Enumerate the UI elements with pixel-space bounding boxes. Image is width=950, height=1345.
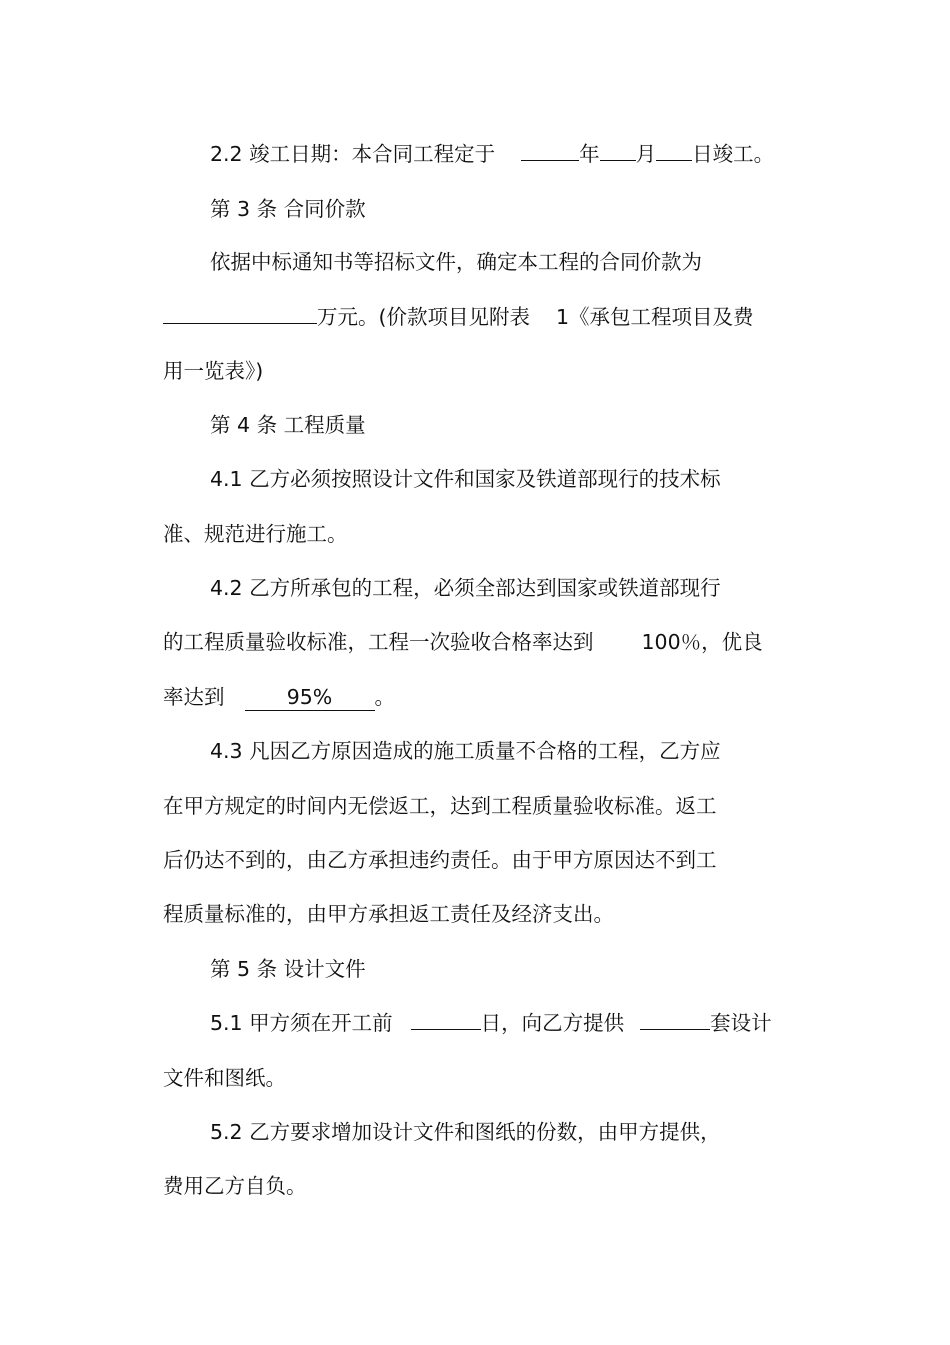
clause-4-1: 4.1 乙方必须按照设计文件和国家及铁道部现行的技术标 (210, 467, 721, 491)
sets-blank (640, 1004, 710, 1030)
excellent-rate-period: 。 (374, 685, 395, 709)
clause-5-1 (210, 1003, 772, 1043)
days-label: 日，向乙方提供 (480, 1011, 625, 1035)
days-blank (411, 1004, 481, 1030)
excellent-rate-line (163, 677, 395, 717)
clause-5-2: 5.2 乙方要求增加设计文件和图纸的份数，由甲方提供， (210, 1120, 721, 1144)
clause-4-3-line-2: 在甲方规定的时间内无偿返工，达到工程质量验收标准。返工 (163, 794, 717, 818)
year-label: 年 (579, 142, 600, 166)
clause-4-3-line-4: 程质量标准的，由甲方承担返工责任及经济支出。 (163, 902, 614, 926)
month-blank (600, 135, 636, 161)
year-blank (521, 135, 579, 161)
clause-4-2-continuation (163, 622, 763, 662)
sets-label: 套设计 (710, 1011, 772, 1035)
pass-rate-text: 的工程质量验收标准，工程一次验收合格率达到 (163, 630, 594, 654)
clause-4-1-continuation: 准、规范进行施工。 (163, 522, 348, 546)
contract-price-line (163, 297, 754, 337)
completion-label: 日竣工。 (692, 142, 775, 166)
article-3-heading: 第 3 条 合同价款 (210, 197, 366, 221)
clause-5-1-continuation: 文件和图纸。 (163, 1066, 286, 1090)
article-3-text: 依据中标通知书等招标文件，确定本工程的合同价款为 (210, 250, 702, 274)
clause-4-3: 4.3 凡因乙方原因造成的施工质量不合格的工程，乙方应 (210, 739, 721, 763)
day-blank (656, 135, 692, 161)
article-5-heading: 第 5 条 设计文件 (210, 957, 366, 981)
article-4-heading: 第 4 条 工程质量 (210, 413, 366, 437)
price-unit-text: 万元。(价款项目见附表 (317, 305, 530, 329)
contract-price-blank (163, 298, 317, 324)
pass-rate-value: 100％，优良 (641, 630, 763, 654)
clause-5-1-text: 5.1 甲方须在开工前 (210, 1011, 393, 1035)
excellent-rate-label: 率达到 (163, 685, 225, 709)
appendix-ref-text: 1《承包工程项目及费 (556, 305, 754, 329)
month-label: 月 (635, 142, 657, 166)
clause-2-2-text: 2.2 竣工日期：本合同工程定于 (210, 142, 496, 166)
clause-2-2 (210, 134, 774, 174)
clause-5-2-continuation: 费用乙方自负。 (163, 1174, 307, 1198)
excellent-rate-blank (245, 685, 375, 711)
clause-4-2: 4.2 乙方所承包的工程，必须全部达到国家或铁道部现行 (210, 576, 721, 600)
excellent-rate-value: 95% (286, 685, 333, 709)
clause-4-3-line-3: 后仍达不到的，由乙方承担违约责任。由于甲方原因达不到工 (163, 848, 717, 872)
appendix-ref-continuation: 用一览表》) (163, 359, 264, 383)
